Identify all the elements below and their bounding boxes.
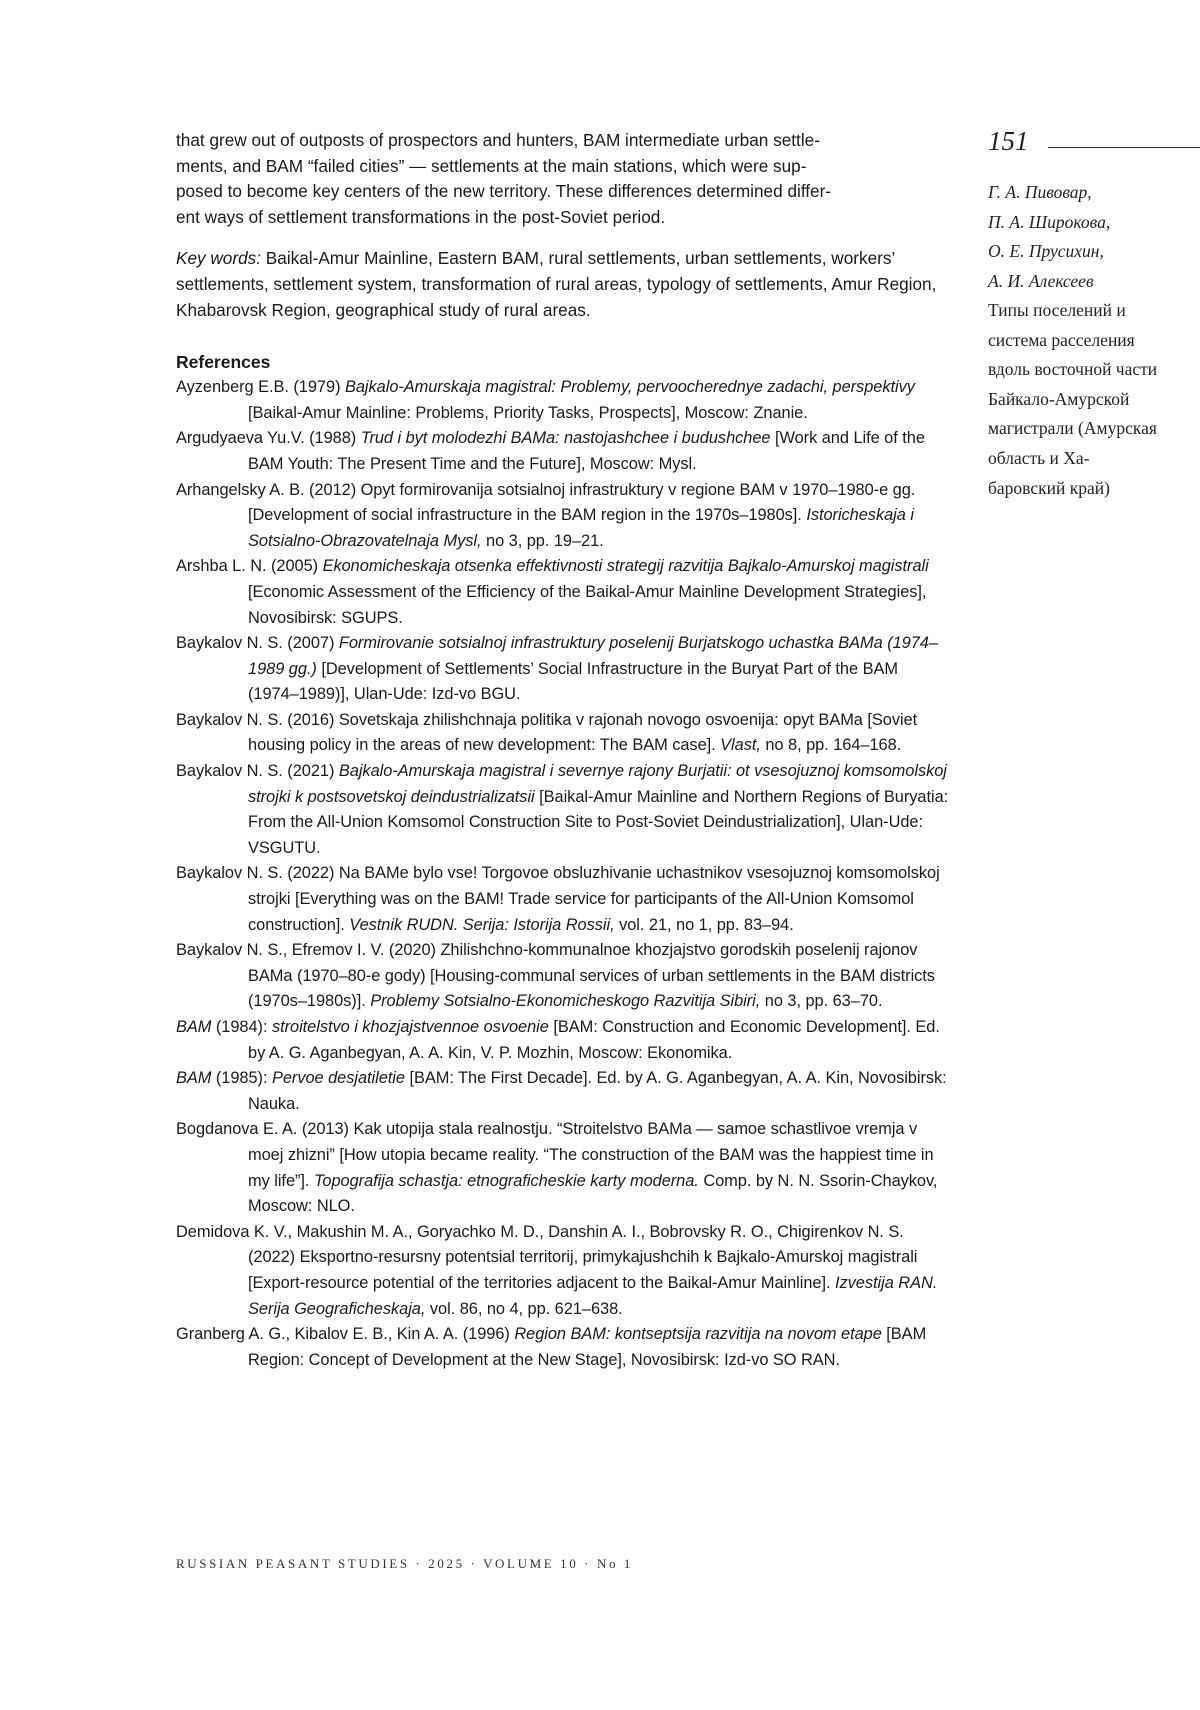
reference-item: Arhangelsky A. B. (2012) Opyt formirovanija sotsialnoj infrastruktury v regione BAM v 1970–1980-e gg. [Development of social infrastructure in the BAM region in the 1970s–1980s]. Istoricheskaja i Sotsialno-Obrazovatelnaja Mysl, no 3, pp. 19–21.: [176, 478, 952, 555]
reference-item: Baykalov N. S. (2007) Formirovanie sotsialnoj infrastruktury poselenij Burjatskogo uchastka BAMa (1974–1989 gg.) [Development of Settlements’ Social Infrastructure in the Buryat Part of the BAM (1974–1989)], Ulan-Ude: Izd-vo BGU.: [176, 631, 952, 708]
sidebar-article-title: Типы поселений и система расселе­ния вдоль восточ­ной части Бай­кало-Амурской магистрали (Амур­ская область и Ха­баровский край): [988, 296, 1158, 503]
reference-item: Baykalov N. S. (2022) Na BAMe bylo vse! Torgovoe obsluzhivanie uchastnikov vsesojuznoj komsomolskoj strojki [Everything was on the BAM! Trade service for participants of the All-Union Komsomol construction]. Vestnik RUDN. Serija: Istorija Rossii, vol. 21, no 1, pp. 83–94.: [176, 861, 952, 938]
running-sidebar: [988, 124, 1200, 503]
reference-item: Demidova K. V., Makushin M. A., Goryachko M. D., Danshin A. I., Bobrovsky R. O., Chigirenkov N. S. (2022) Eksportno-resursny potentsial territorij, primykajushchih k Bajkalo-Amurskoj magistrali [Export-resource potential of the territories adjacent to the Baikal-Amur Mainline]. Izvestija RAN. Serija Geograficheskaja, vol. 86, no 4, pp. 621–638.: [176, 1220, 952, 1322]
keywords: [176, 246, 952, 323]
reference-item: BAM (1984): stroitelstvo i khozjajstvennoe osvoenie [BAM: Construction and Economic De­velopment]. Ed. by A. G. Aganbegyan, A. A. Kin, V. P. Mozhin, Moscow: Ekonomika.: [176, 1015, 952, 1066]
reference-item: Baykalov N. S. (2021) Bajkalo-Amurskaja magistral i severnye rajony Burjatii: ot vsesojuznoj komsomolskoj strojki k postsovetskoj deindustrializatsii [Baikal-Amur Mainline and Northern Regions of Buryatia: From the All-Union Komsomol Construction Site to Post-Soviet Deindustrialization], Ulan-Ude: VSGUTU.: [176, 759, 952, 861]
reference-item: Granberg A. G., Kibalov E. B., Kin A. A. (1996) Region BAM: kontseptsija razvitija na novom etape [BAM Region: Concept of Development at the New Stage], Novosibirsk: Izd-vo SO RAN.: [176, 1322, 952, 1373]
reference-item: Arshba L. N. (2005) Ekonomicheskaja otsenka effektivnosti strategij razvitija Bajkalo-Amur­skoj magistrali [Economic Assessment of the Efficiency of the Baikal-Amur Mainline Development Strategies], Novosibirsk: SGUPS.: [176, 554, 952, 631]
journal-footer: RUSSIAN PEASANT STUDIES · 2025 · VOLUME 10 · No 1: [176, 1556, 633, 1572]
abstract-line: ments, and BAM “failed cities” — settlements at the main stations, which were sup-: [176, 154, 952, 180]
reference-item: Argudyaeva Yu.V. (1988) Trud i byt molodezhi BAMa: nastojashchee i budushchee [Work and Life of the BAM Youth: The Present Time and the Future], Moscow: Mysl.: [176, 426, 952, 477]
reference-item: Baykalov N. S. (2016) Sovetskaja zhilishchnaja politika v rajonah novogo osvoenija: opyt BAMa [Soviet housing policy in the areas of new development: The BAM case]. Vlast, no 8, pp. 164–168.: [176, 708, 952, 759]
reference-item: Baykalov N. S., Efremov I. V. (2020) Zhilishchno-kommunalnoe khozjajstvo gorodskih posele­nij rajonov BAMa (1970–80-e gody) [Housing-communal services of urban settle­ments in the BAM districts (1970s–1980s)]. Problemy Sotsialno-Ekonomicheskogo Razvitija Sibiri, no 3, pp. 63–70.: [176, 938, 952, 1015]
author-name: А. И. Алексеев: [988, 267, 1200, 297]
keywords-label: Key words:: [176, 248, 261, 268]
reference-item: Bogdanova E. A. (2013) Kak utopija stala realnostju. “Stroitelstvo BAMa — samoe schastli­voe vremja v moej zhizni” [How utopia became reality. “The construction of the BAM was the happiest time in my life”]. Topografija schastja: etnograficheskie karty mod­erna. Comp. by N. N. Ssorin-Chaykov, Moscow: NLO.: [176, 1117, 952, 1219]
author-name: О. Е. Прусихин,: [988, 237, 1200, 267]
keywords-text: Baikal-Amur Mainline, Eastern BAM, rural settlements, urban settlements, workers’ settlements, settlement system, transformation of rural areas, typology of set­tlements, Amur Region, Khabarovsk Region, geographical study of rural areas.: [176, 248, 936, 319]
main-column: [176, 128, 952, 1373]
reference-item: Ayzenberg E.B. (1979) Bajkalo-Amurskaja magistral: Problemy, pervoocherednye zadachi, perspektivy [Baikal-Amur Mainline: Problems, Priority Tasks, Prospects], Moscow: Znanie.: [176, 375, 952, 426]
abstract-line: that grew out of outposts of prospectors and hunters, BAM intermediate urban settle-: [176, 128, 952, 154]
references-list: [176, 375, 952, 1373]
page-number: 151: [988, 124, 1029, 158]
page-number-rule: [1048, 147, 1200, 148]
reference-item: BAM (1985): Pervoe desjatiletie [BAM: The First Decade]. Ed. by A. G. Aganbegyan, A. A. Kin, Novosibirsk: Nauka.: [176, 1066, 952, 1117]
author-name: П. А. Широкова,: [988, 208, 1200, 238]
references-heading: References: [176, 349, 952, 375]
sidebar-authors: [988, 178, 1200, 296]
abstract-line: posed to become key centers of the new territory. These differences determined differ-: [176, 179, 952, 205]
author-name: Г. А. Пивовар,: [988, 178, 1200, 208]
abstract-line: ent ways of settlement transformations in the post-Soviet period.: [176, 205, 952, 231]
